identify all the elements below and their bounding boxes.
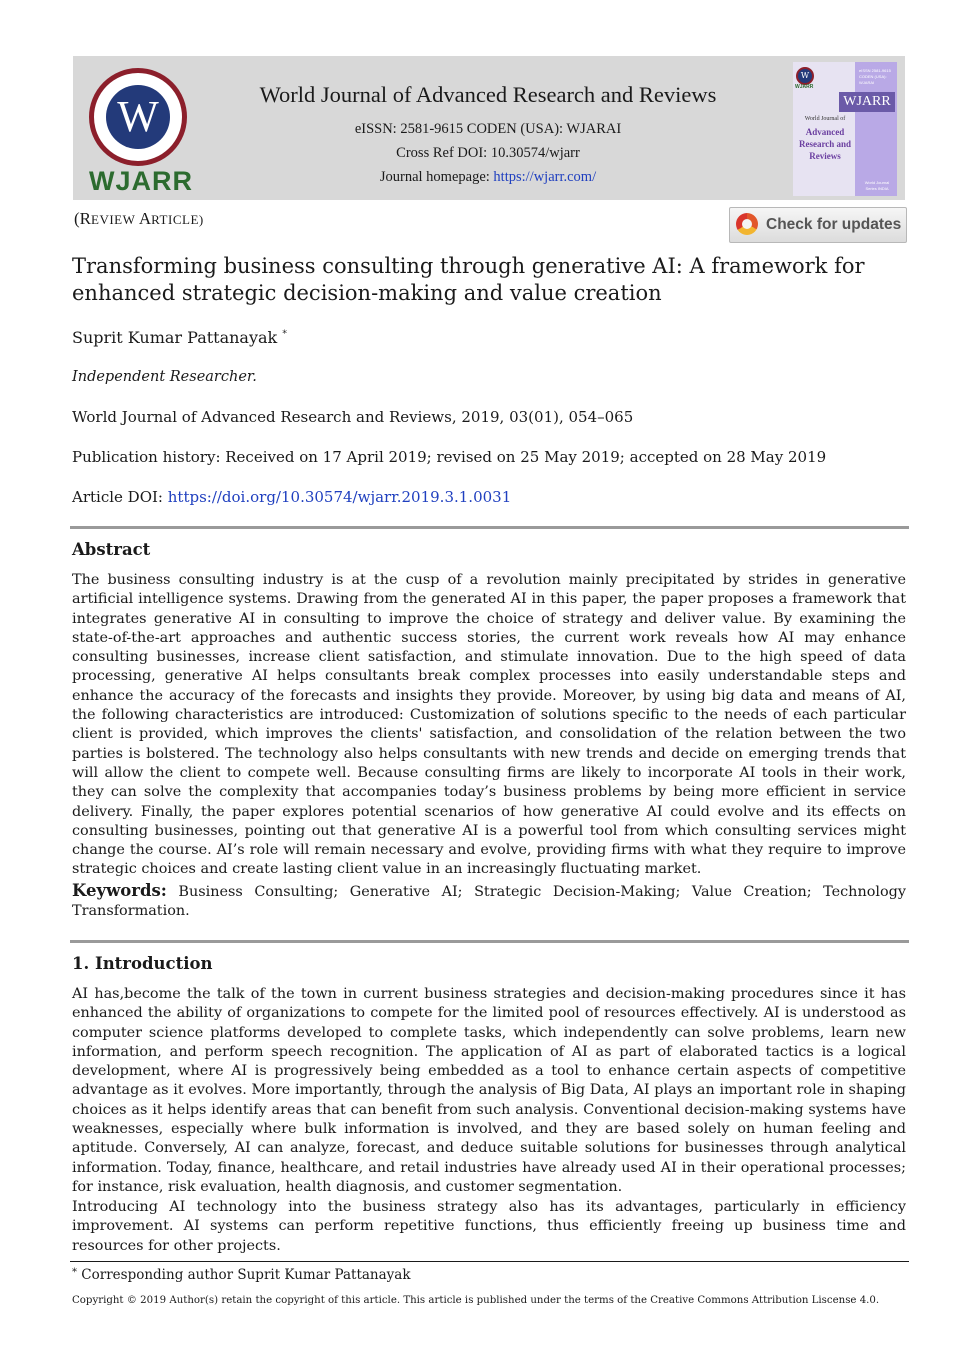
journal-header <box>73 56 905 200</box>
homepage-label: Journal homepage: <box>379 169 494 185</box>
copyright-notice: Copyright © 2019 Author(s) retain the copyright of this article. This article is published under the terms of the Creative Commons Attribution Liscense 4.0. <box>72 1295 880 1306</box>
author-mark: * <box>282 329 287 340</box>
abstract-text: The business consulting industry is at the cusp of a revolution mainly precipitated by strides in generative artificial intelligence systems. Drawing from the generated AI in this paper, the paper proposes a framework that integrates generative AI in consulting to improve the choice of strategy and deliver value. By examining the state-of-the-art approaches and authentic success stories, the current work reveals how AI may enhance consulting businesses, increase client satisfaction, and stimulate innovation. Due to the high speed of data processing, generative AI helps consultants break complex processes into easily understandable steps and enhance the accuracy of the forecasts and insights they provide. Moreover, by using big data and means of AI, the following characteristics are introduced: Customization of solutions specific to the needs of each particular client is provided, which improves the clients' satisfaction, and consolidation of the relation between the two parties is bolstered. The technology also helps consultants with new trends and decide on emerging trends that will allow the client to compete well. Because consulting firms are likely to incorporate AI tools in their work, they can solve the complexity that accompanies today’s business problems by being more efficient in service delivery. Finally, the paper explores potential scenarios of how generative AI could evolve and its effects on consulting businesses, pointing out that generative AI is a powerful tool from which consulting services might change the course. AI’s role will remain necessary and evolve, providing firms with what they require to improve strategic choices and create lasting client value in an increasingly fluctuating market. <box>72 572 906 878</box>
crossmark-icon <box>736 213 758 235</box>
logo-text: WJARR <box>89 166 193 196</box>
logo-letter: W <box>106 85 170 149</box>
footnote-divider <box>70 1261 909 1262</box>
issn-line: eISSN: 2581-9615 CODEN (USA): WJARAI <box>354 121 622 137</box>
article-type-part: (R <box>74 209 91 228</box>
journal-cover-thumbnail <box>793 62 897 196</box>
article-type-part: EVIEW <box>91 212 139 227</box>
cover-tag: WJARR <box>839 92 895 112</box>
article-type-part: RTICLE) <box>151 212 204 227</box>
article-doi <box>72 488 511 506</box>
logo-ring <box>89 68 187 166</box>
footnote <box>72 1267 411 1283</box>
homepage-link[interactable]: https://wjarr.com/ <box>493 169 597 185</box>
article-type-part: A <box>138 209 152 228</box>
author-line <box>72 328 287 347</box>
check-for-updates-button[interactable] <box>729 207 907 243</box>
author-name: Suprit Kumar Pattanayak <box>72 328 278 347</box>
keywords <box>72 881 906 922</box>
cover-foot-text: World Journal Series INDIA <box>864 180 890 191</box>
introduction-paragraph: AI has,become the talk of the town in current business strategies and decision-making procedures since it has enhanced the ability of organizations to compete for the limited pool of resources effectively. AI is understood as computer science platforms developed to complete tasks, which independently can solve problems, learn new information, and perform speech recognition. The application of AI as part of elaborated tactics is a logical development, where AI is progressively being embedded as a tool to enhance certain aspects of competitive advantage as it evolves. More importantly, through the analysis of Big Data, AI plays an important role in shaping choices as it helps identify areas that can benefit from such analysis. Conventional decision-making systems have weaknesses, especially where bulk information is involved, and they are based solely on human feeling and aptitude. Conversely, AI can analyze, forecast, and deduce suitable solutions for businesses through analytical information. Today, finance, healthcare, and retail industries have already used AI in their operational processes; for instance, risk evaluation, health diagnosis, and customer segmentation. <box>72 986 906 1195</box>
article-title: Transforming business consulting through generative AI: A framework for enhanced strategic decision-making and value creation <box>72 254 865 305</box>
divider <box>70 940 909 943</box>
article-type <box>74 209 204 229</box>
doi-link[interactable]: https://doi.org/10.30574/wjarr.2019.3.1.0031 <box>167 488 512 506</box>
homepage-line <box>233 169 743 186</box>
cover-sub-label: World Journal of <box>804 116 846 122</box>
cover-logo-icon: W <box>796 67 814 85</box>
cover-name-line: Advanced <box>805 127 845 137</box>
cover-top-text: eISSN 2581-9615 CODEN (USA): WJARAI <box>859 68 891 85</box>
check-for-updates-label: Check for updates <box>766 216 902 233</box>
journal-title: World Journal of Advanced Research and Reviews <box>259 82 717 107</box>
abstract-heading: Abstract <box>72 540 151 559</box>
citation: World Journal of Advanced Research and Reviews, 2019, 03(01), 054–065 <box>72 408 634 426</box>
cover-small-label: WJARR <box>795 84 814 90</box>
crossref-line: Cross Ref DOI: 10.30574/wjarr <box>396 145 580 161</box>
introduction-heading: 1. Introduction <box>72 954 213 973</box>
cover-name-line: Reviews <box>809 151 841 161</box>
introduction-paragraph: Introducing AI technology into the business strategy also has its advantages, particularly in efficiency improvement. AI systems can perform repetitive functions, thus efficiently freeing up business time and resources for other projects. <box>72 1199 906 1254</box>
keywords-label: Keywords: <box>72 881 167 900</box>
cover-name-line: Research and <box>798 139 852 149</box>
footnote-text: Corresponding author Suprit Kumar Pattanayak <box>77 1267 411 1283</box>
affiliation: Independent Researcher. <box>72 369 257 385</box>
keywords-text: Business Consulting; Generative AI; Strategic Decision-Making; Value Creation; Technology Transformation. <box>72 884 906 920</box>
doi-label: Article DOI: <box>72 488 168 506</box>
publication-history: Publication history: Received on 17 April 2019; revised on 25 May 2019; accepted on 28 May 2019 <box>72 448 827 466</box>
journal-logo <box>87 66 195 196</box>
divider <box>70 526 909 529</box>
footnote-mark: * <box>72 1267 77 1278</box>
cover-journal-name <box>793 126 857 162</box>
